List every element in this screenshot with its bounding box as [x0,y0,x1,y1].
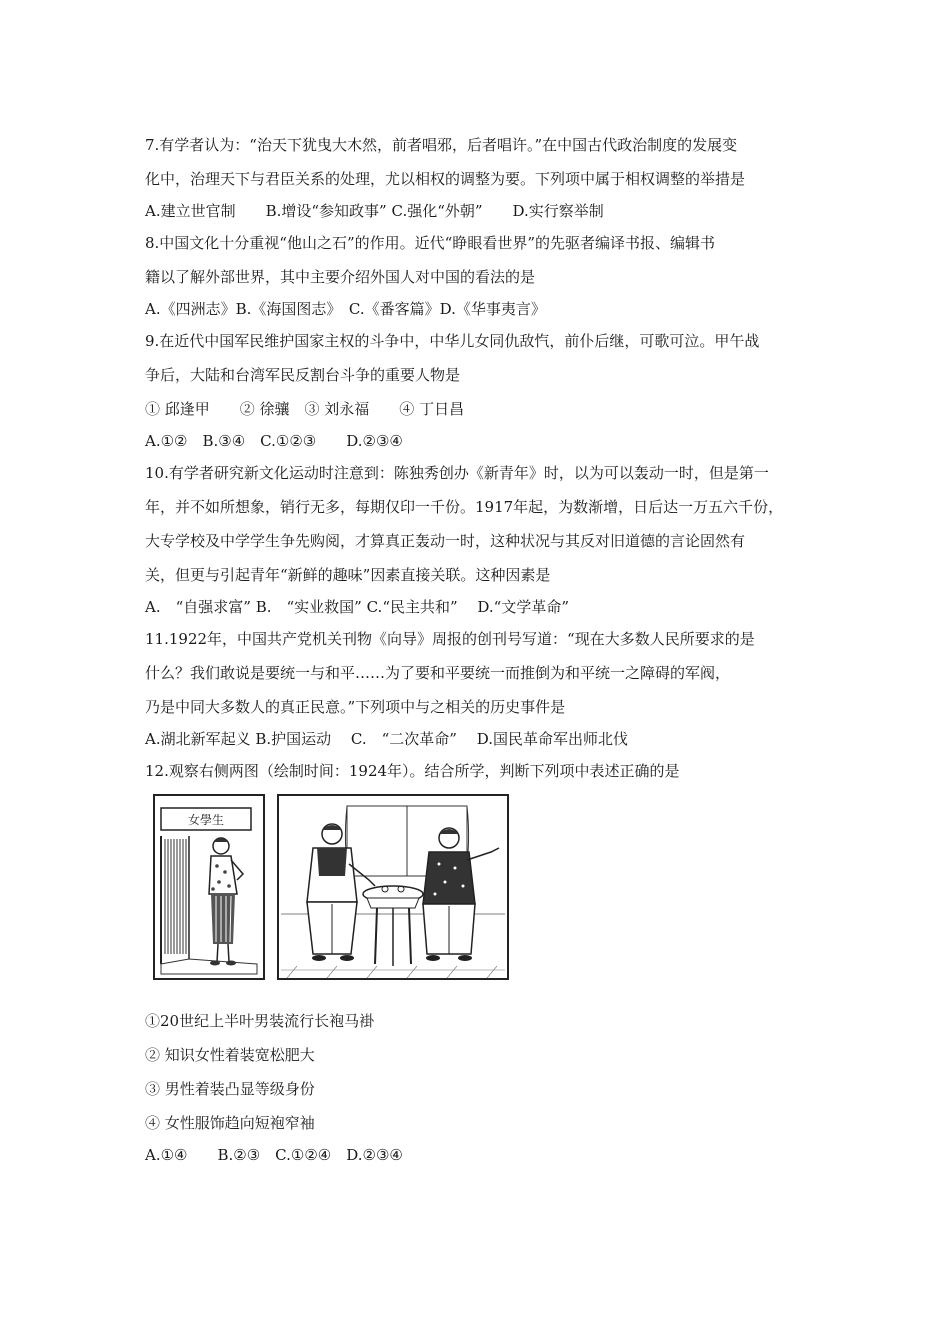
question-11-line-1: 11.1922年，中国共产党机关刊物《向导》周报的创刊号写道：“现在大多数人民所要求的是 [145,630,755,648]
question-7-line-2: 化中，治理天下与君臣关系的处理，尤以相权的调整为要。下列项中属于相权调整的举措是 [145,170,746,188]
question-10-line-3: 大专学校及中学学生争先购阅，才算真正轰动一时，这种状况与其反对旧道德的言论固然有 [145,532,746,550]
question-12-options: A.①④ B.②③ C.①②④ D.②③④ [145,1146,403,1164]
question-8-options: A.《四洲志》B.《海国图志》 C.《番客篇》D.《华事夷言》 [145,300,546,318]
question-9 [145,324,815,456]
question-7-options: A.建立世官制 B.增设“参知政事” C.强化“外朝” D.实行察举制 [145,202,604,220]
question-11-options: A.湖北新军起义 B.护国运动 C. “二次革命” D.国民革命军出师北伐 [145,730,629,748]
question-11 [145,622,815,754]
question-12-statement-4: ④ 女性服饰趋向短袍窄袖 [145,1114,315,1132]
question-8-line-2: 籍以了解外部世界，其中主要介绍外国人对中国的看法的是 [145,268,536,286]
question-10-options: A. “自强求富” B. “实业救国” C.“民主共和” D.“文学革命” [145,598,570,616]
exam-page [145,128,815,1170]
question-10-line-1: 10.有学者研究新文化运动时注意到：陈独秀创办《新青年》时，以为可以轰动一时，但是第一 [145,464,769,482]
question-10 [145,456,815,622]
question-12-statement-2: ② 知识女性着装宽松肥大 [145,1046,315,1064]
question-10-line-2: 年，并不如所想象，销行无多，每期仅印一千份。1917年起，为数渐增，日后达一万五六千份， [145,498,784,516]
question-11-line-3: 乃是中同大多数人的真正民意。”下列项中与之相关的历史事件是 [145,698,566,716]
question-9-options: A.①② B.③④ C.①②③ D.②③④ [145,432,403,450]
question-12-statement-3: ③ 男性着装凸显等级身份 [145,1080,315,1098]
question-12-statement-1: ①20世纪上半叶男装流行长袍马褂 [145,1012,375,1030]
question-11-line-2: 什么？我们敢说是要统一与和平……为了要和平要统一而推倒为和平统一之障碍的军阀， [145,664,731,682]
question-7-line-1: 7.有学者认为：“治天下犹曳大木然，前者唱邪，后者唱许。”在中国古代政治制度的发展变 [145,136,738,154]
question-9-line-1: 9.在近代中国军民维护国家主权的斗争中，中华儿女同仇敌忾，前仆后继，可歌可泣。甲午战 [145,332,760,350]
two-men-illustration [277,794,509,980]
question-8 [145,226,815,324]
female-student-illustration [153,794,265,980]
question-12 [145,754,815,1170]
question-10-line-4: 关，但更与引起青年“新鲜的趣味”因素直接关联。这种因素是 [145,566,551,584]
question-12-line-1: 12.观察右侧两图（绘制时间：1924年）。结合所学，判断下列项中表述正确的是 [145,762,680,780]
question-7 [145,128,815,226]
question-9-line-2: 争后，大陆和台湾军民反割台斗争的重要人物是 [145,366,461,384]
question-9-line-3: ① 邱逢甲 ② 徐骧 ③ 刘永福 ④ 丁日昌 [145,400,465,418]
question-8-line-1: 8.中国文化十分重视“他山之石”的作用。近代“睁眼看世界”的先驱者编译书报、编辑书 [145,234,715,252]
question-12-figures [145,794,815,994]
sign-text: 女學生 [187,813,225,827]
